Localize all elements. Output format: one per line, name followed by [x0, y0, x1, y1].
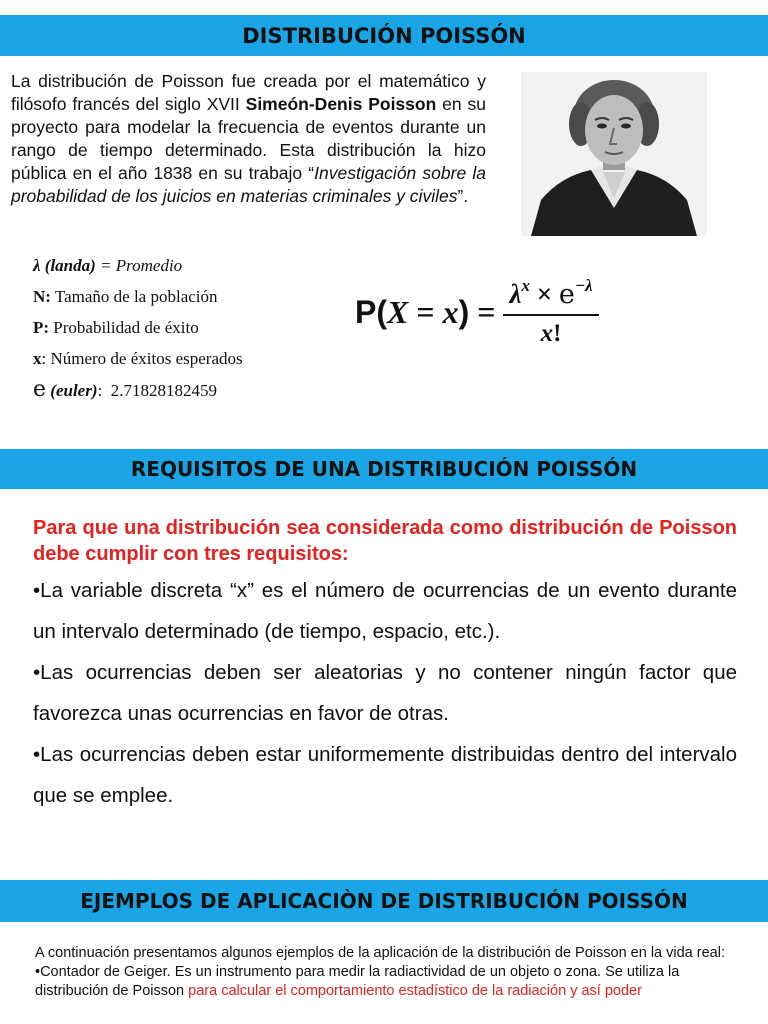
- variable-euler: e (euler): 2.71828182459: [33, 377, 217, 402]
- ejemplos-intro: A continuación presentamos algunos ejemplos de la aplicación de la distribución de Poisson en la vida real:: [35, 945, 725, 961]
- section-title-ejemplos: EJEMPLOS DE APLICACIÒN DE DISTRIBUCIÓN POISSÓN: [0, 880, 768, 922]
- poisson-formula: [355, 272, 685, 352]
- ejemplos-text: [35, 944, 735, 1001]
- section-title-requisitos: REQUISITOS DE UNA DISTRIBUCIÓN POISSÓN: [0, 449, 768, 489]
- variable-x: x: Número de éxitos esperados: [33, 349, 243, 368]
- formula-lhs: P(X = x): [355, 293, 470, 330]
- formula-numerator: $\lambda^x \times e^{-\lambda}$: [503, 276, 598, 316]
- formula-equals: =: [477, 293, 496, 330]
- variable-lambda: λ (landa) = Promedio: [33, 256, 183, 275]
- variables-list: [33, 250, 333, 405]
- work-title: Investigación sobre la probabilidad de los juicios en materias criminales y civiles: [11, 163, 486, 206]
- requisitos-lead: Para que una distribución sea considerada como distribución de Poisson debe cumplir con tres requisitos:: [33, 517, 737, 565]
- section-title-distribucion: DISTRIBUCIÓN POISSÓN: [0, 15, 768, 56]
- formula-denominator: x!: [540, 320, 562, 347]
- variable-n: N: Tamaño de la población: [33, 287, 218, 306]
- formula-fraction: [503, 276, 598, 348]
- requisito-item: •Las ocurrencias deben ser aleatorias y no contener ningún factor que favorezca unas ocurrencias en favor de otras.: [33, 661, 737, 725]
- portrait-illustration: [521, 72, 707, 236]
- variable-p: P: Probabilidad de éxito: [33, 318, 199, 337]
- poisson-name: Simeón-Denis Poisson: [245, 94, 437, 114]
- poisson-portrait: [521, 72, 707, 236]
- ejemplo-geiger: •Contador de Geiger. Es un instrumento para medir la radiactividad de un objeto o zona. Se utiliza la distribución de Poisson para calcular el comportamiento estadístico de la radiación y así poder: [35, 964, 680, 999]
- intro-paragraph: La distribución de Poisson fue creada por el matemático y filósofo francés del siglo XVII Simeón-Denis Poisson en su proyecto para modelar la frecuencia de eventos durante un rango de tiempo determinado. Esta distribución la hizo pública en el año 1838 en su trabajo “Investigación sobre la probabilidad de los juicios en materias criminales y civiles”.: [11, 71, 486, 206]
- requisito-item: •Las ocurrencias deben estar uniformemente distribuidas dentro del intervalo que se emplee.: [33, 743, 737, 807]
- requisito-item: •La variable discreta “x” es el número de ocurrencias de un evento durante un intervalo determinado (de tiempo, espacio, etc.).: [33, 579, 737, 643]
- requisitos-list: [33, 570, 737, 816]
